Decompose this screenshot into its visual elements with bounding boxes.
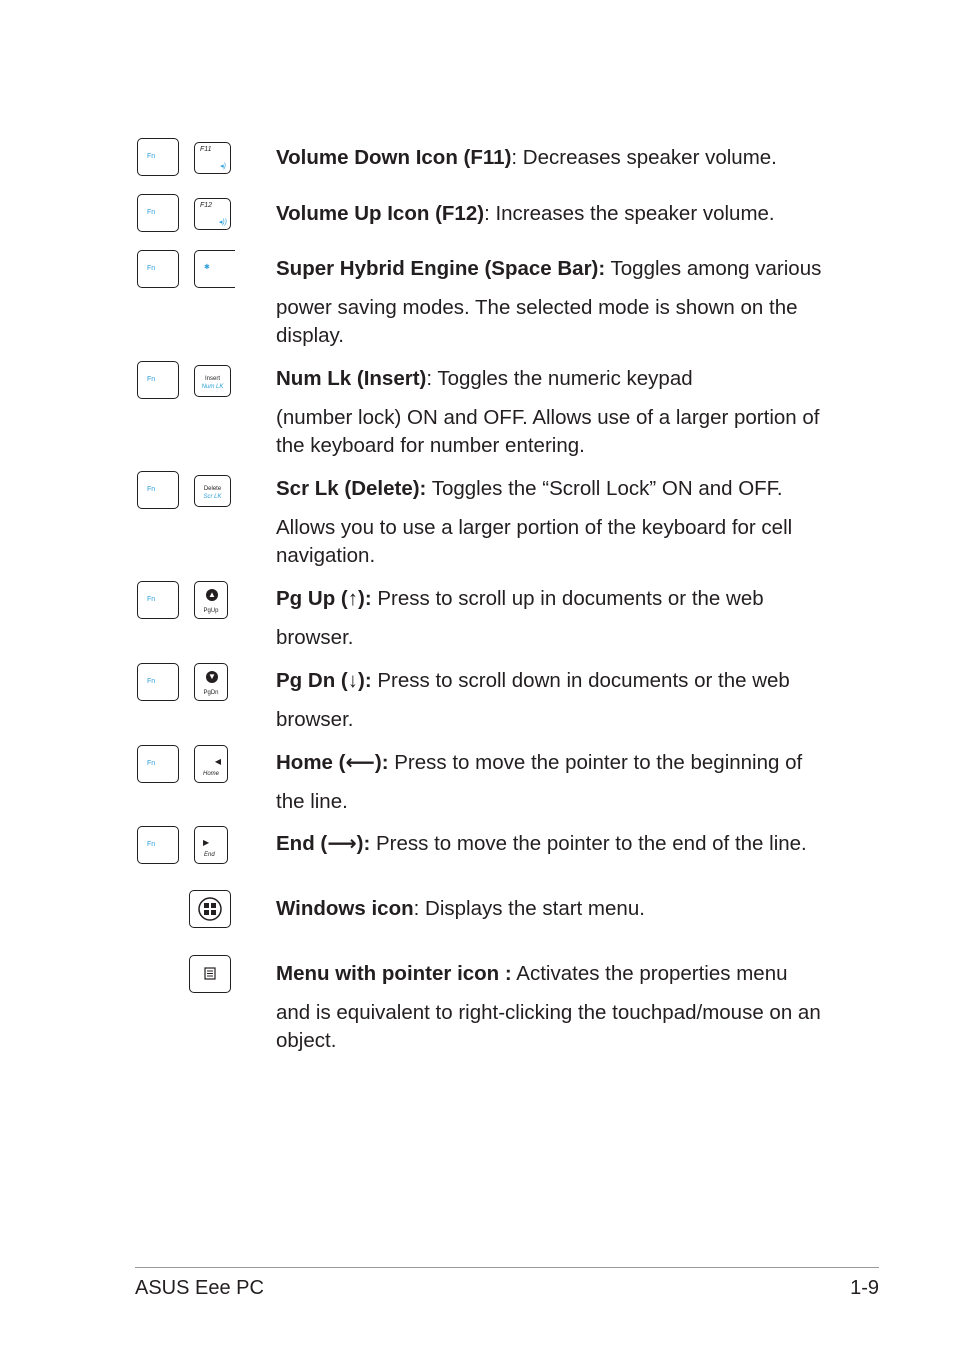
fn-key: Fn <box>137 826 179 864</box>
menu-key <box>189 955 231 993</box>
space-bar-key <box>194 250 235 288</box>
fn-key: Fn <box>137 138 179 176</box>
arrow-left-icon: ◀ <box>214 757 221 766</box>
f12-key: F12 ◂)) <box>194 198 231 230</box>
arrow-up-icon: ▲ <box>206 589 218 601</box>
windows-key <box>189 890 231 928</box>
footer-divider <box>135 1267 879 1268</box>
delete-key: Delete Scr LK <box>194 475 231 507</box>
speaker-low-icon: ◂) <box>220 163 226 170</box>
page-number: 1-9 <box>850 1277 879 1299</box>
fn-key: Fn <box>137 663 179 701</box>
home-key: ◀ Home <box>194 745 228 783</box>
fn-key: Fn <box>137 581 179 619</box>
fn-key: Fn <box>137 194 179 232</box>
fn-key: Fn <box>137 250 179 288</box>
pgup-key: ▲ PgUp <box>194 581 228 619</box>
arrow-right-icon: ▶ <box>203 838 210 847</box>
fn-key: Fn <box>137 471 179 509</box>
f11-key: F11 ◂) <box>194 142 231 174</box>
arrow-down-icon: ▼ <box>206 671 218 683</box>
pgdn-key: ▼ PgDn <box>194 663 228 701</box>
insert-key: Insert Num LK <box>194 365 231 397</box>
menu-pointer-icon <box>204 967 218 981</box>
she-icon: ✱ <box>204 264 210 271</box>
windows-logo-icon <box>198 897 222 921</box>
speaker-high-icon: ◂)) <box>218 219 227 226</box>
fn-key: Fn <box>137 361 179 399</box>
fn-key: Fn <box>137 745 179 783</box>
end-key: ▶ End <box>194 826 228 864</box>
footer-title: ASUS Eee PC <box>135 1277 264 1299</box>
